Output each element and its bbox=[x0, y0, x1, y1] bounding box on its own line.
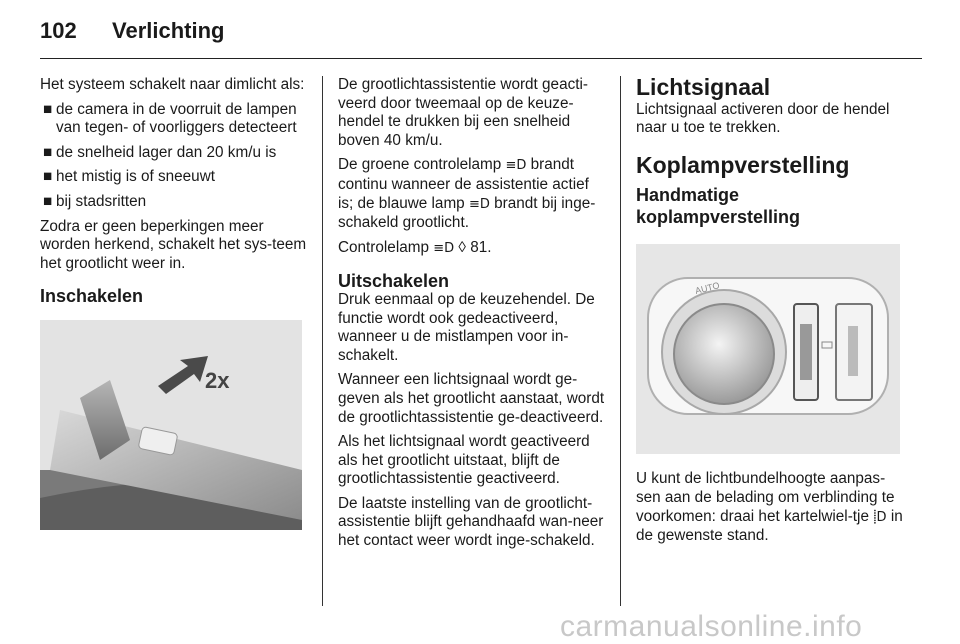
list-item: ■ het mistig is of sneeuwt bbox=[43, 168, 215, 186]
intro-text: Het systeem schakelt naar dimlicht als: bbox=[40, 76, 305, 93]
paragraph: Wanneer een lichtsignaal wordt ge-geven als het grootlicht aanstaat, wordt de grootlichtassistentie ge-deactiveerd. bbox=[338, 371, 605, 426]
paragraph: De groene controlelamp ≡D brandt continu wanneer de assistentie actief is; de blauwe lamp ≡D brandt bij inge-schakeld grootlicht. bbox=[338, 156, 596, 232]
paragraph: De laatste instelling van de grootlicht-assistentie blijft gehandhaafd wan-neer het contact weer wordt inge-schakeld. bbox=[338, 494, 604, 550]
stalk-illustration bbox=[40, 320, 302, 530]
column-divider bbox=[620, 76, 621, 606]
paragraph: U kunt de lichtbundelhoogte aanpas-sen aan de belading om verblinding te voorkomen: draai het kartelwiel-tje ⸽D in de gewenste stand. bbox=[636, 470, 903, 545]
highbeam-icon: ≡D bbox=[468, 196, 490, 212]
page-header bbox=[40, 18, 224, 44]
press-count-label: 2x bbox=[205, 367, 230, 393]
paragraph: Lichtsignaal activeren door de hendel naar u toe te trekken. bbox=[636, 100, 890, 137]
section-heading-inschakelen: Inschakelen bbox=[40, 286, 144, 307]
column-divider bbox=[322, 76, 323, 606]
watermark: carmanualsonline.info bbox=[560, 610, 863, 643]
bullet-icon: ■ bbox=[43, 100, 53, 118]
section-heading-koplampverstelling: Koplampverstelling bbox=[636, 151, 850, 178]
list-item: ■ bij stadsritten bbox=[43, 192, 147, 210]
highbeam-assist-icon: ≡D bbox=[505, 158, 527, 174]
paragraph: Als het lichtsignaal wordt geactiveerd als het grootlicht uitstaat, blijft de grootlichtassistentie geactiveerd. bbox=[338, 433, 590, 488]
paragraph: De grootlichtassistentie wordt geacti-veerd door tweemaal op de keuze-hendel te drukken bij een snelheid boven 40 km/u. bbox=[338, 76, 588, 149]
bullet-icon: ■ bbox=[43, 143, 53, 161]
page-number: 102 bbox=[40, 18, 77, 43]
light-switch-illustration bbox=[636, 244, 900, 454]
page-title: Verlichting bbox=[112, 18, 225, 43]
highbeam-assist-icon: ≡D bbox=[433, 240, 455, 256]
column-3 bbox=[636, 74, 906, 552]
headlight-leveling-icon: ⸽D bbox=[873, 509, 887, 525]
column-2 bbox=[338, 76, 606, 557]
paragraph: Controlelamp ≡D ◊ 81. bbox=[338, 238, 492, 256]
auto-label: AUTO bbox=[694, 280, 721, 297]
bullet-icon: ■ bbox=[43, 192, 53, 210]
bullet-icon: ■ bbox=[43, 168, 53, 186]
outro-text: Zodra er geen beperkingen meer worden herkend, schakelt het sys-teem het grootlicht weer in. bbox=[40, 217, 307, 272]
column-1 bbox=[40, 76, 308, 530]
list-item: ■ de camera in de voorruit de lampen van tegen- of voorliggers detecteert bbox=[43, 100, 297, 137]
arrow-icon: ◊ bbox=[458, 238, 466, 256]
section-heading-lichtsignaal: Lichtsignaal bbox=[636, 74, 771, 100]
paragraph: Druk eenmaal op de keuzehendel. De functie wordt ook gedeactiveerd, wanneer u de mistlampen voor in-schakelt. bbox=[338, 290, 595, 364]
subheading-handmatige: Handmatige koplampverstelling bbox=[636, 185, 801, 228]
section-heading-uitschakelen: Uitschakelen bbox=[338, 271, 450, 292]
header-rule bbox=[40, 58, 922, 59]
list-item: ■ de snelheid lager dan 20 km/u is bbox=[43, 143, 277, 161]
